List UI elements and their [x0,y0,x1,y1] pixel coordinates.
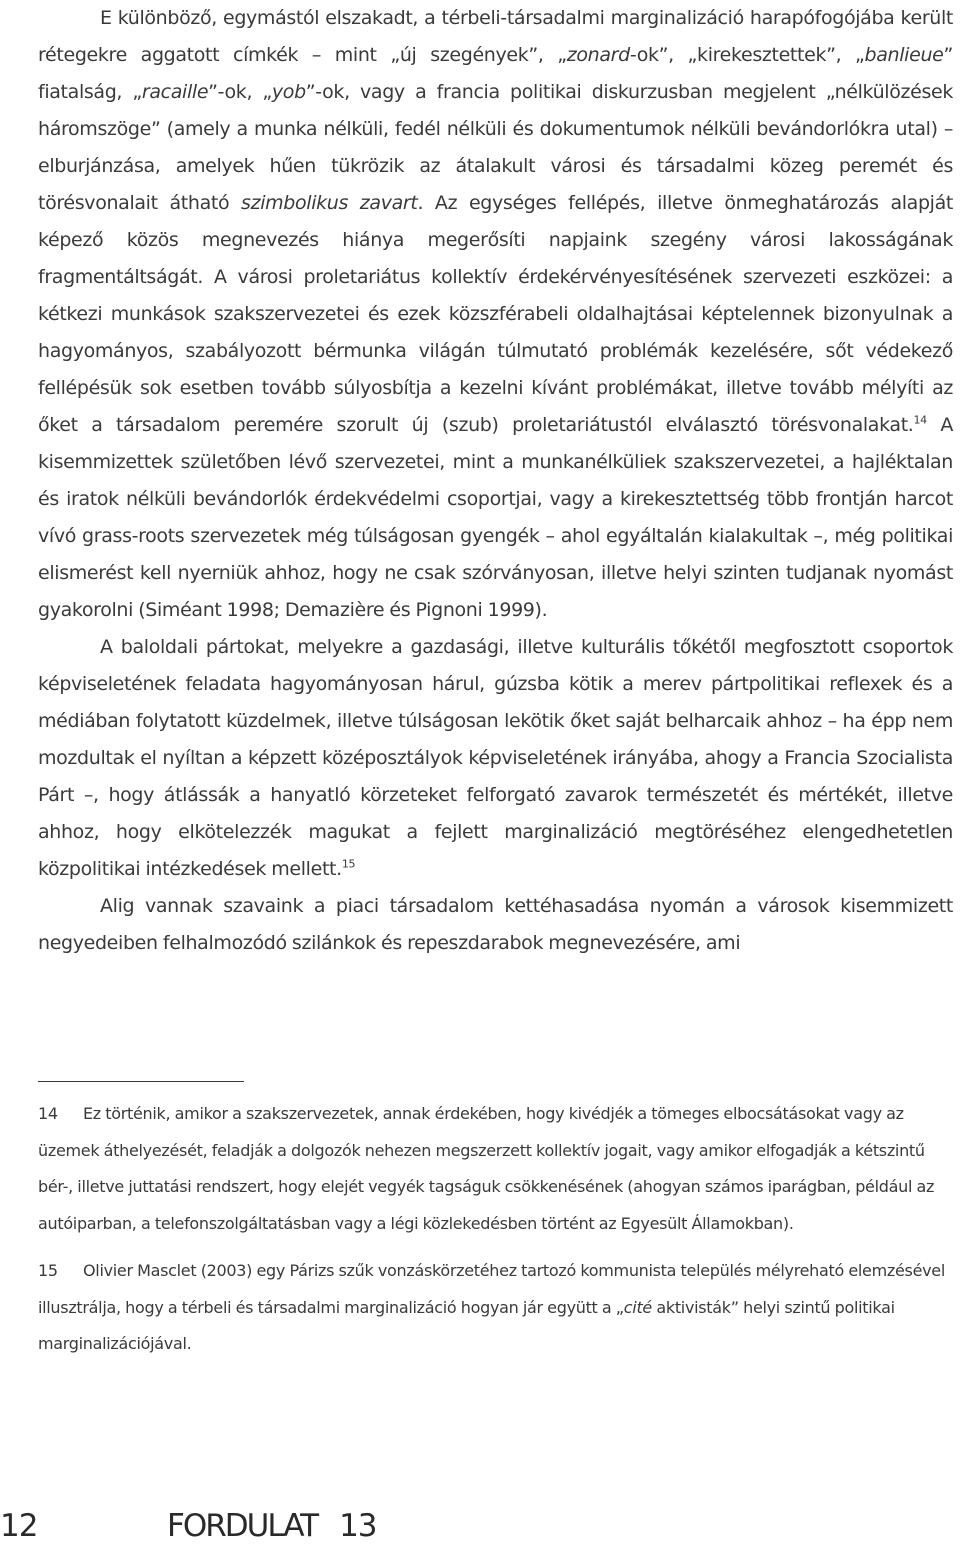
paragraph-2 [38,629,953,888]
issue-number: 13 [339,1508,377,1544]
main-text [38,0,953,962]
text-run: ”-ok, „ [208,81,272,103]
paragraph-1 [38,0,953,629]
text-run: ”-ok, vagy a francia politikai diskurzusban megjelent „nélkülözések háromszöge” (amely a munka nélküli, fedél nélküli és dokumentumok nélküli bevándorlókra utal) – elburjánzása, amelyek hűen tükrözik az átalakult városi és társadalmi közeg peremét és törésvonalait átható [38,81,953,214]
footnote-ref-14[interactable]: 14 [913,413,927,427]
text-run: ” fiatalság, „ [38,44,953,103]
footnotes [38,1096,958,1374]
italic-term: racaille [141,81,209,103]
footnote-15 [38,1253,958,1363]
italic-term: cité [623,1297,652,1317]
page-number: 12 [0,1508,38,1544]
italic-term: banlieue [864,44,944,66]
footnote-14 [38,1096,958,1242]
italic-term: zonard [566,44,630,66]
text-run: A baloldali pártokat, melyekre a gazdasági, illetve kulturális tőkétől megfosztott csoportok képviseletének feladata hagyományosan hárul, gúzsba kötik a merev pártpolitikai reflexek és a médiában folytatott küzdelmek, illetve túlságosan lekötik őket saját belharcaik ahhoz – ha épp nem mozdultak el nyíltan a képzett középosztályok képviseletének irányába, ahogy a Francia Szocialista Párt –, hogy átlássák a hanyatló körzeteket felforgató zavarok természetét és mértékét, illetve ahhoz, hogy elkötelezzék magukat a fejlett marginalizáció megtöréséhez elengedhetetlen közpolitikai intézkedések mellett. [38,636,953,880]
italic-term: yob [271,81,306,103]
footnote-separator [38,1081,244,1082]
paragraph-3: Alig vannak szavaink a piaci társadalom kettéhasadása nyomán a városok kisemmizett negyedeiben felhalmozódó szilánkok és repeszdarabok megnevezésére, ami [38,895,953,954]
footnote-number: 15 [38,1261,58,1280]
footnote-text: Olivier Masclet (2003) egy Párizs szűk vonzáskörzetéhez tartozó kommunista település mélyreható elemzésével illusztrálja, hogy a térbeli és társadalmi marginalizáció hogyan jár együtt a „ [38,1261,945,1317]
journal-footer [167,1508,377,1544]
footnote-ref-15[interactable]: 15 [341,857,356,871]
text-run: A kisemmizettek születőben lévő szervezetei, mint a munkanélküliek szakszervezetei, a hajléktalan és iratok nélküli bevándorlók érdekvédelmi csoportjai, vagy a kirekesztettség több frontján harcot vívó grass-roots szervezetek még túlságosan gyengék – ahol egyáltalán kialakultak –, még politikai elismerést kell nyerniük ahhoz, hogy ne csak szórványosan, illetve helyi szinten tudjanak nyomást gyakorolni (Siméant 1998; Demazière és Pignoni 1999). [38,414,953,621]
text-run: E különböző, egymástól elszakadt, a térbeli-társadalmi marginalizáció harapófogójába került rétegekre aggatott címkék – mint „új szegények”, „ [38,7,953,66]
text-run: . Az egységes fellépés, illetve önmeghatározás alapját képező közös megnevezés hiánya megerősíti napjaink szegény városi lakosságának fragmentáltságát. A városi proletariátus kollektív érdekérvényesítésének szervezeti eszközei: a kétkezi munkások szakszervezetei és ezek közszférabeli oldalhajtásai képtelennek bizonyulnak a hagyományos, szabályozott bérmunka világán túlmutató problémák kezelésére, sőt védekező fellépésük sok esetben tovább súlyosbítja a kezelni kívánt problémákat, illetve tovább mélyíti az őket a társadalom peremére szorult új (szub) proletariátustól elválasztó törésvonalakat. [38,192,953,436]
footnote-text: aktivisták” helyi szintű politikai marginalizációjával. [38,1297,895,1353]
italic-term: szimbolikus zavart [241,192,418,214]
journal-name: FORDULAT [167,1508,318,1544]
footnote-text: Ez történik, amikor a szakszervezetek, annak érdekében, hogy kivédjék a tömeges elbocsátásokat vagy az üzemek áthelyezését, feladják a dolgozók nehezen megszerzett kollektív jogait, vagy amikor elfogadják a kétszintű bér-, illetve juttatási rendszert, hogy elejét vegyék tagságuk csökkenésének (ahogyan számos iparágban, például az autóiparban, a telefonszolgáltatásban vagy a légi közlekedésben történt az Egyesült Államokban). [38,1104,935,1233]
text-run: -ok”, „kirekesztettek”, „ [629,44,865,66]
footnote-number: 14 [38,1104,58,1123]
